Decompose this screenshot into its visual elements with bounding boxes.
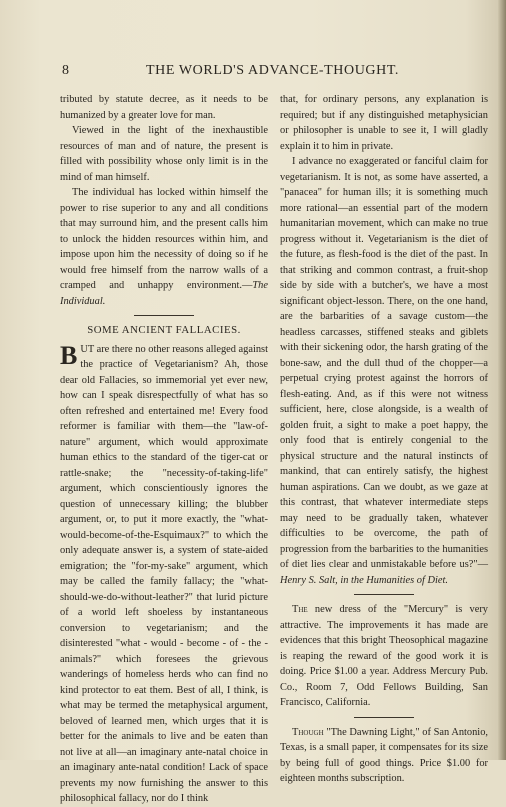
section-divider (134, 315, 194, 316)
lead-word: Though (292, 726, 324, 738)
paragraph (60, 185, 268, 309)
section-divider (354, 717, 414, 718)
section-divider (354, 594, 414, 595)
attribution: The Individual. (60, 280, 268, 307)
attribution: Henry S. Salt, in the Humanities of Diet. (280, 574, 448, 586)
page-edge-shadow (498, 0, 506, 760)
paragraph-text: new dress of the "Mercury" is very attractive. The improvements it has made are evidences that this bright Theosophical magazine is reaping the reward of the good work it is doing. Price $1.00 a year. Address Mercury Pub. Co., Room 7, Odd Fellows Building, San Francisco, California. (280, 604, 488, 708)
paragraph-text: "The Dawning Light," of San Antonio, Texas, is a small paper, it compensates for its size by being full of good things. Price $1.00 for eighteen months subscription. (280, 726, 488, 784)
left-column (60, 92, 268, 807)
page-header (62, 63, 462, 83)
paragraph: tributed by statute decree, as it needs to be humanized by a greater love for man. (60, 94, 268, 121)
lead-word: The (292, 604, 308, 615)
paragraph: Viewed in the light of the inexhaustible resources of man and of nature, the present is filled with possibility whose only limit is in the mind of man himself. (60, 125, 268, 183)
paragraph: that, for ordinary persons, any explanation is required; but if any distinguished metaphysician or philosopher is unable to see it, I will gladly explain it to him in private. (280, 94, 488, 152)
paragraph (60, 342, 268, 807)
section-heading: SOME ANCIENT FALLACIES. (87, 324, 241, 336)
paragraph (280, 602, 488, 711)
right-column (280, 92, 488, 787)
paragraph (280, 154, 488, 588)
paragraph-text: I advance no exaggerated or fanciful claim for vegetarianism. It is not, as some have asserted, a "panacea" for human ills; it is something much more rational—an essential part of the modern humanitarian movement, which can make no true progress without it. Vegetarianism is the diet of the future, as flesh-food is the diet of the past. In that striking and common contrast, a fruit-shop side by side with a butcher's, we have a most significant object-lesson. There, on the one hand, are the barbarities of a savage custom—the headless carcasses, stiffened steaks and giblets with their sickening odor, the harsh grating of the bone-saw, and the dull thud of the chopper—a perpetual crying protest against the horrors of flesh-eating. And, as if this were not witness sufficient, here, close alongside, is a wealth of golden fruit, a sight to make a poet happy, the only food that is entirely congenial to the physical structure and the natural instincts of mankind, that can entirely satisfy, the highest human aspirations. Can we doubt, as we gaze at this contrast, that whatever intermediate steps may need to be gradually taken, whatever difficulties to be overcome, the path of progression from the barbarities to the humanities of diet lies clear and unmistakable before us?"— (280, 156, 488, 570)
paragraph-text: UT are there no other reasons alleged against the practice of Vegetarianism? Ah, those dear old Fallacies, so immemorial yet ever new, how can I speak disrespectfully of what has so often refreshed and entertained me! Every food reformer is familiar with them—the "law-of-nature" argument, which would approximate human ethics to the standard of the tiger-cat or rattle-snake; the "necessity-of-taking-life" argument, which conscientiously ignores the question of unnecessary killing; the blubber argument, or, to put it more exactly, the "what-would-become-of-the-Esquimaux?" to which the only adequate answer is, a system of state-aided emigration; the "for-my-sake" argument, which may be called the family fallacy; the "what-should-we-do-without-leather?" that lurid picture of a world left shoeless by instantaneous conversion to vegetarianism; and the disinterested "what - would - become - of - the - animals?" which foresees the grievous wanderings of homeless herds who can find no kind protector to eat them. Best of all, I think, is what may be termed the metaphysical argument, beloved of learned men, which urges that it is better for the animals to live and be eaten than not live at all—an imaginary ante-natal choice in an imaginary ante-natal condition! Lack of space prevents my now furnishing the answer to this philosophical fallacy, nor do I think (60, 343, 268, 804)
running-title: THE WORLD'S ADVANCE-THOUGHT. (146, 63, 400, 78)
page-number: 8 (62, 63, 69, 78)
paragraph-text: The individual has locked within himself the power to rise superior to any and all conditions that may surround him, and the present calls him to unlock the hidden resources within him, and impose upon him the necessity of doing so if he would free himself from the narrow walls of a cramped and unhappy environment.— (60, 187, 268, 291)
paragraph (280, 725, 488, 787)
drop-cap: B (60, 340, 78, 370)
